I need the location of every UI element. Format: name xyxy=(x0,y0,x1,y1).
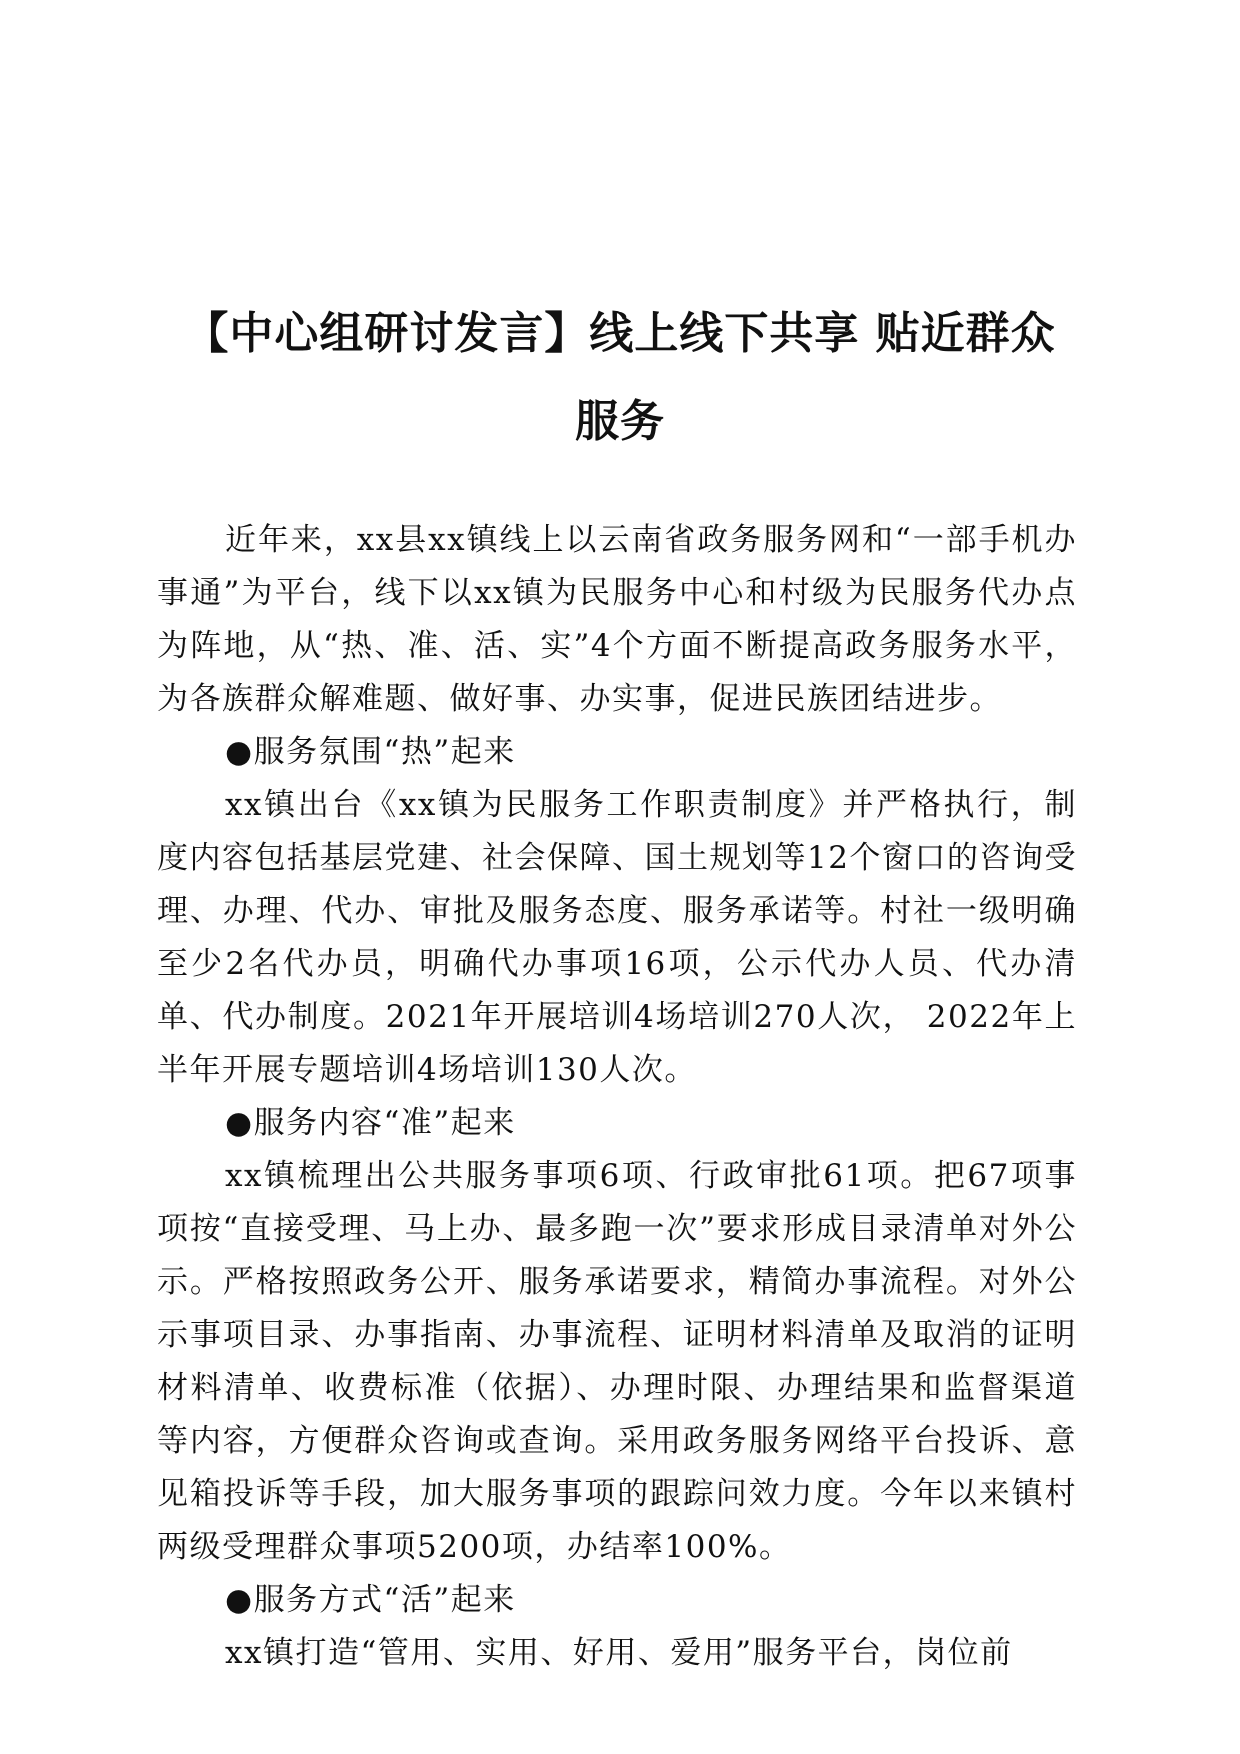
bullet-icon: ● xyxy=(225,1105,254,1141)
intro-paragraph: 近年来，xx县xx镇线上以云南省政务服务网和“一部手机办事通”为平台，线下以xx镇为民服务中心和村级为民服务代办点为阵地，从“热、准、活、实”4个方面不断提高政务服务水平，为各族群众解难题、做好事、办实事，促进民族团结进步。 xyxy=(157,522,1077,717)
document-title xyxy=(150,290,1090,466)
bullet-icon: ● xyxy=(225,1582,254,1618)
section-heading-text: 服务内容“准”起来 xyxy=(253,1105,516,1141)
section-paragraph-2: xx镇梳理出公共服务事项6项、行政审批61项。把67项事项按“直接受理、马上办、最多跑一次”要求形成目录清单对外公示。严格按照政务公开、服务承诺要求，精简办事流程。对外公示事项目录、办事指南、办事流程、证明材料清单及取消的证明材料清单、收费标准（依据）、办理时限、办理结果和监督渠道等内容，方便群众咨询或查询。采用政务服务网络平台投诉、意见箱投诉等手段，加大服务事项的跟踪问效力度。今年以来镇村两级受理群众事项5200项，办结率100%。 xyxy=(157,1158,1077,1565)
section-heading-2 xyxy=(157,1097,1077,1150)
title-line-1: 【中心组研讨发言】线上线下共享 贴近群众 xyxy=(184,308,1056,359)
section-heading-1 xyxy=(157,726,1077,779)
document-body xyxy=(157,514,1077,1680)
section-heading-text: 服务氛围“热”起来 xyxy=(253,734,516,770)
bullet-icon: ● xyxy=(225,734,254,770)
section-heading-3 xyxy=(157,1574,1077,1627)
section-paragraph-3: xx镇打造“管用、实用、好用、爱用”服务平台，岗位前 xyxy=(225,1635,1013,1671)
section-heading-text: 服务方式“活”起来 xyxy=(253,1582,516,1618)
title-line-2: 服务 xyxy=(575,396,665,447)
section-paragraph-1: xx镇出台《xx镇为民服务工作职责制度》并严格执行，制度内容包括基层党建、社会保障、国土规划等12个窗口的咨询受理、办理、代办、审批及服务态度、服务承诺等。村社一级明确至少2名代办员，明确代办事项16项，公示代办人员、代办清单、代办制度。2021年开展培训4场培训270人次， 2022年上半年开展专题培训4场培训130人次。 xyxy=(157,787,1077,1088)
